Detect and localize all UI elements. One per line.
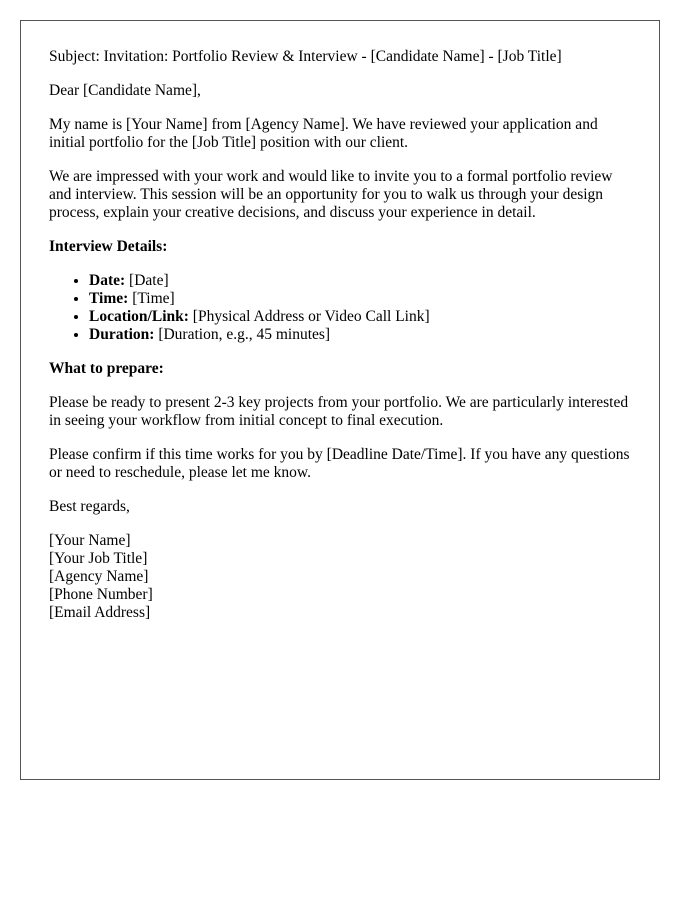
detail-time (89, 290, 631, 308)
detail-location (89, 308, 631, 326)
detail-value: [Physical Address or Video Call Link] (188, 308, 430, 325)
detail-label: Date: (89, 272, 126, 289)
signature-agency: [Agency Name] (49, 568, 149, 585)
detail-value: [Date] (125, 272, 169, 289)
detail-duration (89, 326, 631, 344)
detail-label: Location/Link: (89, 308, 189, 325)
detail-value: [Time] (128, 290, 175, 307)
prepare-heading: What to prepare: (49, 360, 164, 377)
signature-name: [Your Name] (49, 532, 131, 549)
signature-job-title: [Your Job Title] (49, 550, 148, 567)
detail-label: Time: (89, 290, 129, 307)
closing: Best regards, (49, 498, 130, 515)
intro-paragraph: My name is [Your Name] from [Agency Name]. We have reviewed your application and initial portfolio for the [Job Title] position with our client. (49, 116, 598, 151)
detail-value: [Duration, e.g., 45 minutes] (154, 326, 331, 343)
interview-details-list (49, 272, 631, 344)
detail-date (89, 272, 631, 290)
prepare-paragraph: Please be ready to present 2-3 key projects from your portfolio. We are particularly interested in seeing your workflow from initial concept to final execution. (49, 394, 629, 429)
signature-block (49, 532, 631, 622)
interview-details-heading: Interview Details: (49, 238, 168, 255)
invite-paragraph: We are impressed with your work and would like to invite you to a formal portfolio review and interview. This session will be an opportunity for you to walk us through your design process, explain your creative decisions, and discuss your experience in detail. (49, 168, 613, 221)
subject-line: Subject: Invitation: Portfolio Review & Interview - [Candidate Name] - [Job Title] (49, 48, 562, 65)
signature-email: [Email Address] (49, 604, 151, 621)
letter-container (20, 20, 660, 780)
confirm-paragraph: Please confirm if this time works for you by [Deadline Date/Time]. If you have any questions or need to reschedule, please let me know. (49, 446, 630, 481)
signature-phone: [Phone Number] (49, 586, 153, 603)
greeting: Dear [Candidate Name], (49, 82, 201, 99)
detail-label: Duration: (89, 326, 155, 343)
